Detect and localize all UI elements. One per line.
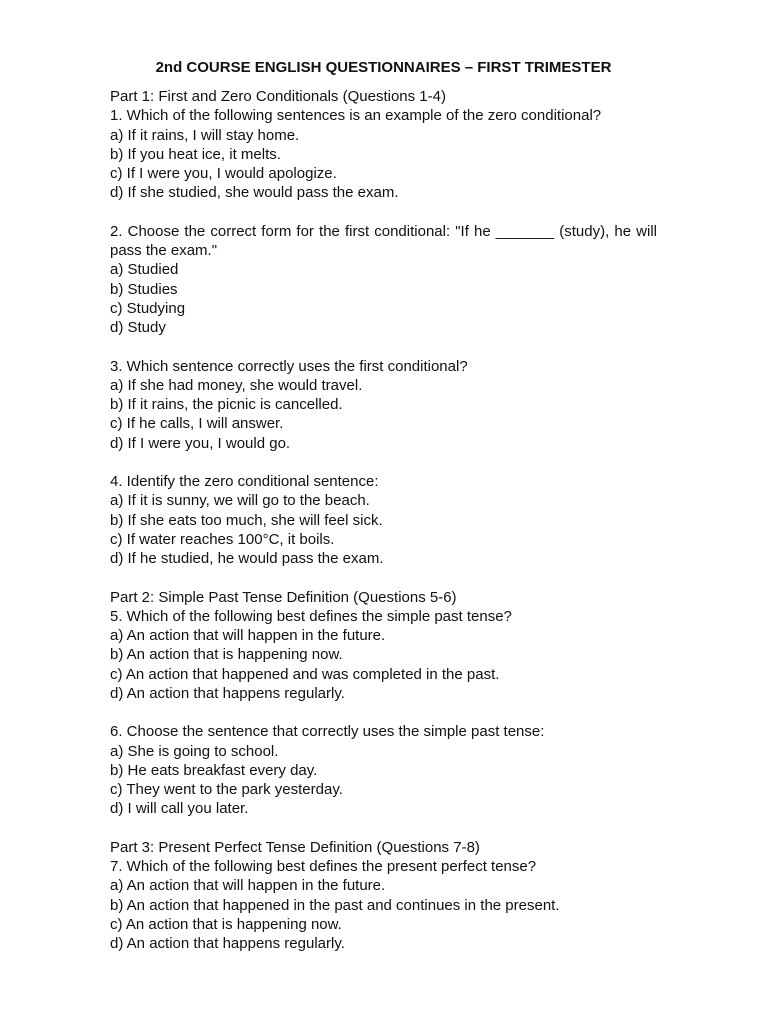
document-page bbox=[110, 58, 657, 953]
question-2-text: 2. Choose the correct form for the first conditional: "If he _______ (study), he will pass the exam." bbox=[110, 222, 657, 259]
part-2-heading: Part 2: Simple Past Tense Definition (Questions 5-6) bbox=[110, 588, 457, 606]
spacer bbox=[110, 703, 657, 722]
part-1-heading: Part 1: First and Zero Conditionals (Questions 1-4) bbox=[110, 88, 446, 105]
question-4-option-d: d) If he studied, he would pass the exam. bbox=[110, 550, 384, 567]
question-3-option-d: d) If I were you, I would go. bbox=[110, 434, 291, 452]
question-5-option-a: a) An action that will happen in the future. bbox=[110, 627, 386, 644]
question-3-option-c: c) If he calls, I will answer. bbox=[110, 415, 284, 433]
question-1-option-a: a) If it rains, I will stay home. bbox=[110, 126, 300, 144]
part-3-heading: Part 3: Present Perfect Tense Definition (Questions 7-8) bbox=[110, 838, 480, 856]
question-6-option-d: d) I will call you later. bbox=[110, 800, 249, 818]
question-1-option-d: d) If she studied, she would pass the exam. bbox=[110, 184, 399, 202]
question-7-option-a: a) An action that will happen in the future. bbox=[110, 877, 386, 895]
question-4-text: 4. Identify the zero conditional sentence: bbox=[110, 473, 379, 490]
spacer bbox=[110, 337, 657, 356]
question-6-option-c: c) They went to the park yesterday. bbox=[110, 781, 343, 798]
question-2-option-d: d) Study bbox=[110, 319, 166, 336]
question-4-option-b: b) If she eats too much, she will feel sick. bbox=[110, 511, 383, 529]
question-5-option-b: b) An action that is happening now. bbox=[110, 646, 343, 664]
spacer bbox=[110, 203, 657, 222]
spacer bbox=[110, 568, 657, 587]
document-title: 2nd COURSE ENGLISH QUESTIONNAIRES – FIRST TRIMESTER bbox=[155, 59, 612, 76]
question-2-option-c: c) Studying bbox=[110, 299, 186, 317]
question-5-text: 5. Which of the following best defines the simple past tense? bbox=[110, 607, 512, 625]
question-5-option-d: d) An action that happens regularly. bbox=[110, 684, 345, 702]
spacer bbox=[110, 453, 657, 472]
question-7-option-d: d) An action that happens regularly. bbox=[110, 935, 345, 952]
question-4-option-a: a) If it is sunny, we will go to the beach. bbox=[110, 492, 370, 510]
question-6-option-b: b) He eats breakfast every day. bbox=[110, 761, 318, 779]
question-5-option-c: c) An action that happened and was completed in the past. bbox=[110, 665, 500, 683]
question-7-option-c: c) An action that is happening now. bbox=[110, 915, 342, 933]
question-3-text: 3. Which sentence correctly uses the first conditional? bbox=[110, 357, 468, 375]
question-1-option-b: b) If you heat ice, it melts. bbox=[110, 145, 281, 163]
question-1-text: 1. Which of the following sentences is an example of the zero conditional? bbox=[110, 107, 602, 125]
question-7-text: 7. Which of the following best defines the present perfect tense? bbox=[110, 858, 537, 875]
spacer bbox=[110, 819, 657, 838]
question-7-option-b: b) An action that happened in the past and continues in the present. bbox=[110, 896, 560, 914]
question-3-option-a: a) If she had money, she would travel. bbox=[110, 376, 363, 394]
question-4-option-c: c) If water reaches 100°C, it boils. bbox=[110, 530, 335, 548]
question-2-option-b: b) Studies bbox=[110, 280, 178, 298]
question-6-option-a: a) She is going to school. bbox=[110, 742, 279, 760]
question-1-option-c: c) If I were you, I would apologize. bbox=[110, 165, 337, 182]
question-6-text: 6. Choose the sentence that correctly uses the simple past tense: bbox=[110, 723, 545, 741]
question-2-option-a: a) Studied bbox=[110, 261, 179, 279]
question-3-option-b: b) If it rains, the picnic is cancelled. bbox=[110, 396, 343, 413]
